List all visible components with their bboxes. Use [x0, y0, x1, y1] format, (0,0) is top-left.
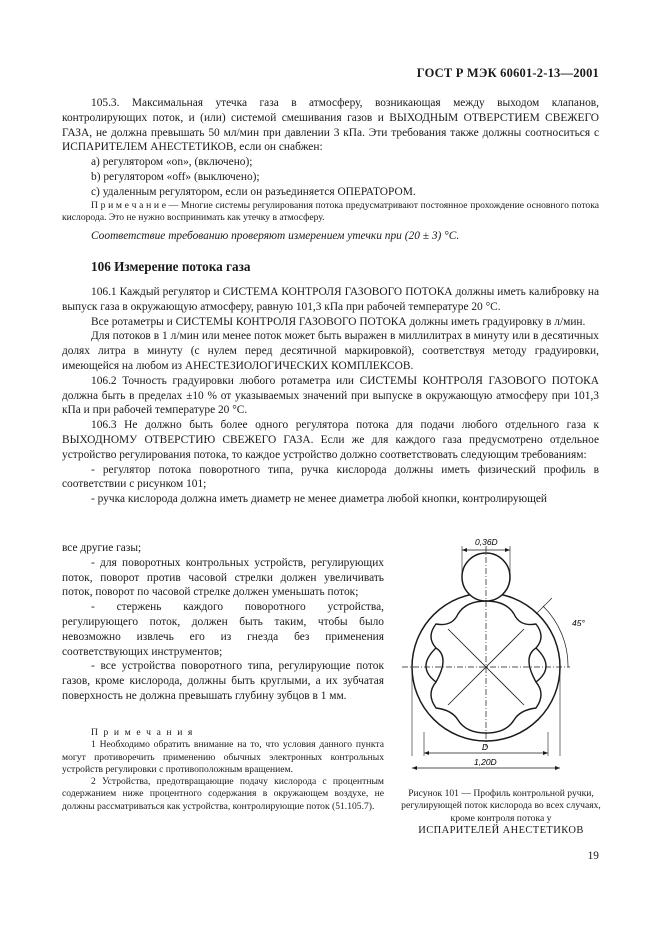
left-lobe: [426, 648, 436, 682]
page-header: ГОСТ Р МЭК 60601-2-13—2001: [416, 66, 599, 80]
notes-106: [62, 727, 384, 813]
bullet-profile: - регулятор потока поворотного типа, ручка кислорода должны иметь физический профиль в соответствии с рисунком 101;: [62, 463, 599, 491]
bullet-diameter: - ручка кислорода должна иметь диаметр не менее диаметра любой кнопки, контролирующей: [91, 493, 548, 506]
figure-101-caption: [396, 788, 606, 837]
paragraph-106-1c: Для потоков в 1 л/мин или менее поток может быть выражен в миллилитрах в минуту или в десятичных долях литра в минуту (с нулем перед десятичной маркировкой), соответствуя методу градуировки, имеющейся на любом из АНЕСТЕЗИОЛОГИЧЕСКИХ КОМПЛЕКСОВ.: [62, 330, 599, 372]
note-1: 1 Необходимо обратить внимание на то, что условия данного пункта могут противоречить применению обычных электронных контрольных устройств регулировки с противоположным вращением.: [62, 739, 384, 775]
paragraph-106-1b: Все ротаметры и СИСТЕМЫ КОНТРОЛЯ ГАЗОВОГО ПОТОКА должны иметь градуировку в л/мин.: [91, 315, 586, 328]
dim-angle-label: 45°: [572, 618, 585, 628]
section-106-body: [62, 285, 599, 507]
note-text: — Многие системы регулирования потока предусматривают постоянное прохождение основного потока кислорода. Это не нужно воспринимать как утечку в атмосферу.: [62, 200, 599, 224]
left-column: [62, 541, 384, 704]
figure-caption-line2: ИСПАРИТЕЛЕЙ АНЕСТЕТИКОВ: [418, 824, 584, 836]
note-label: П р и м е ч а н и е: [91, 200, 166, 211]
paragraph-106-2: 106.2 Точность градуировки любого ротаметра или СИСТЕМЫ КОНТРОЛЯ ГАЗОВОГО ПОТОКА должна быть в пределах ±10 % от указываемых значений при выпуске в окружающую атмосферу при 101,3 кПа и при рабочей температуре 20 °С.: [62, 374, 599, 417]
paragraph-106-3: 106.3 Не должно быть более одного регулятора потока для подачи любого отдельного газа к ВЫХОДНОМУ ОТВЕРСТИЮ СВЕЖЕГО ГАЗА. Если же для каждого газа предусмотрено отдельное устройство регулирования потока, то каждое устройство должно соответствовать следующим требованиям:: [62, 419, 599, 461]
note-2: 2 Устройства, предотвращающие подачу кислорода с процентным содержанием ниже процентного содержания в окружающем воздухе, не должны рассматриваться как устройства, контролирующие поток (51.105.7).: [62, 776, 384, 812]
section-106-heading: 106 Измерение потока газа: [91, 259, 251, 274]
dim-d-label: D: [482, 742, 489, 752]
list-item-c: с) удаленным регулятором, если он разъединяется ОПЕРАТОРОМ.: [91, 185, 416, 198]
page-number: 19: [587, 850, 599, 862]
list-item-b: b) регулятором «off» (выключено);: [91, 170, 260, 183]
bullet-round: - все устройства поворотного типа, регулирующие поток газов, кроме кислорода, должны быть круглыми, а их зубчатая поверхность не должна превышать глубину зубцов в 1 мм.: [62, 660, 384, 702]
section-105-3: [62, 96, 599, 200]
list-item-a: а) регулятором «on», (включено);: [91, 156, 253, 169]
bullet-stem: - стержень каждого поворотного устройства, регулирующего поток, должен быть таким, чтобы было невозможно извлечь его из гнезда без применения соответствующих инструментов;: [62, 601, 384, 658]
note-105-3: [62, 200, 599, 225]
bullet-diameter-cont: все другие газы;: [62, 542, 142, 554]
section-106-heading-wrap: [62, 259, 628, 275]
compliance-text: Соответствие требованию проверяют измерением утечки при (20 ± 3) °С.: [91, 230, 460, 242]
right-lobe: [536, 648, 546, 682]
bullet-rotation: - для поворотных контрольных устройств, регулирующих поток, поворот против часовой стрелки должен увеличивать поток, поворот по часовой стрелке должен уменьшать поток;: [62, 556, 384, 599]
paragraph-105-3: 105.3. Максимальная утечка газа в атмосферу, возникающая между выходом клапанов, контролирующих поток, и (или) системой смешивания газов и ВЫХОДНЫМ ОТВЕРСТИЕМ СВЕЖЕГО ГАЗА, не должна превышать 50 мл/мин при давлении 3 кПа. Эти требования также должны соотноситься с ИСПАРИТЕЛЕМ АНЕСТЕТИКОВ, если он снабжен:: [62, 97, 599, 154]
paragraph-106-1: 106.1 Каждый регулятор и СИСТЕМА КОНТРОЛЯ ГАЗОВОГО ПОТОКА должны иметь калибровку на выпуск газа в окружающую атмосферу, равную 101,3 кПа при рабочей температуре 20 °С.: [62, 286, 599, 313]
figure-caption-line1: Рисунок 101 — Профиль контрольной ручки, регулирующей поток кислорода во всех случаях, кроме контроля потока у: [401, 788, 601, 824]
compliance-105-3: [62, 229, 599, 244]
dim-outer-label: 1,20D: [474, 757, 497, 767]
dim-top-label: 0,36D: [475, 537, 498, 547]
figure-101-knob-profile: [396, 532, 606, 782]
notes-label: П р и м е ч а н и я: [91, 727, 194, 738]
